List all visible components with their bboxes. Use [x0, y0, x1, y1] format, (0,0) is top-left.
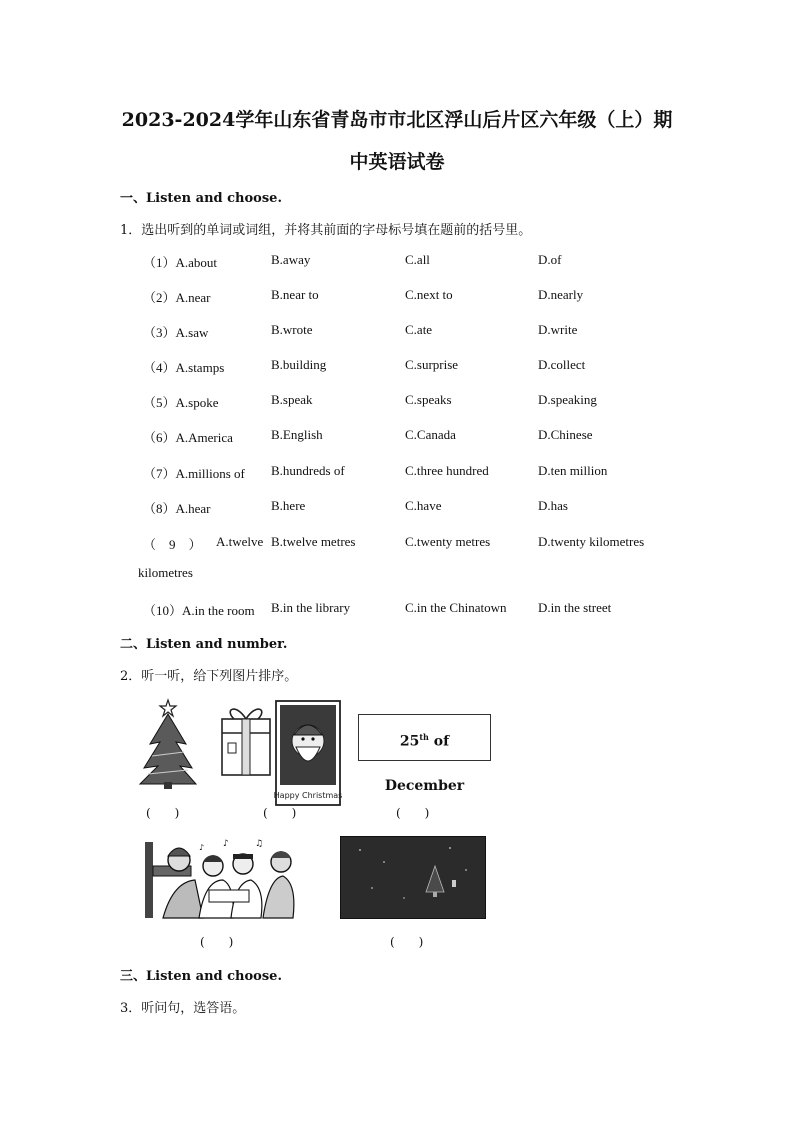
exam-title-line1: 2023-2024学年山东省青岛市市北区浮山后片区六年级（上）期	[121, 109, 673, 131]
date-suffix: th	[419, 732, 429, 742]
item9-option-c: C.twenty metres	[405, 534, 491, 549]
item3-option-a: （3）A.saw	[143, 325, 209, 340]
item4-option-b: B.building	[271, 357, 327, 372]
answer-blank-5[interactable]: ( )	[390, 935, 424, 949]
question3-instruction: 3．听问句，选答语。	[120, 1001, 246, 1016]
item7-option-b: B.hundreds of	[271, 463, 345, 478]
date-day: 25	[399, 733, 420, 750]
item8-option-b: B.here	[271, 498, 306, 513]
item1-option-d: D.of	[538, 252, 562, 267]
date-text: of December	[384, 733, 465, 794]
section1-heading: 一、Listen and choose.	[120, 191, 282, 206]
item10-option-d: D.in the street	[538, 600, 612, 615]
item1-option-c: C.all	[405, 252, 430, 267]
item7-option-a: （7）A.millions of	[143, 466, 245, 481]
item10-option-b: B.in the library	[271, 600, 351, 615]
card-label: Happy Christmas	[273, 791, 343, 800]
christmas-tree-image	[138, 696, 198, 790]
item8-option-d: D.has	[538, 498, 568, 513]
item6-option-a: （6）A.America	[143, 430, 233, 445]
item5-option-d: D.speaking	[538, 392, 597, 407]
item2-option-c: C.next to	[405, 287, 453, 302]
question1-instruction: 1．选出听到的单词或词组，并将其前面的字母标号填在题前的括号里。	[120, 223, 532, 238]
item6-option-b: B.English	[271, 427, 323, 442]
item2-option-a: （2）A.near	[143, 290, 211, 305]
item4-option-d: D.collect	[538, 357, 586, 372]
svg-text:♫: ♫	[255, 839, 264, 849]
item5-option-b: B.speak	[271, 392, 313, 407]
item9-paren: （ 9 ）	[143, 537, 202, 552]
item6-option-c: C.Canada	[405, 427, 456, 442]
gift-and-card-image	[218, 697, 344, 811]
item3-option-d: D.write	[538, 322, 578, 337]
item10-option-c: C.in the Chinatown	[405, 600, 507, 615]
item6-option-d: D.Chinese	[538, 427, 593, 442]
carol-singers-image	[143, 836, 299, 920]
item5-option-a: （5）A.spoke	[143, 395, 219, 410]
item4-option-a: （4）A.stamps	[143, 360, 225, 375]
item9-wrap: kilometres	[138, 565, 193, 580]
answer-blank-4[interactable]: ( )	[200, 935, 234, 949]
section3-heading: 三、Listen and choose.	[120, 969, 282, 984]
item9-option-d: D.twenty kilometres	[538, 534, 645, 549]
exam-title-line2: 中英语试卷	[349, 151, 445, 173]
item1-option-a: （1）A.about	[143, 255, 218, 270]
answer-blank-3[interactable]: ( )	[396, 806, 430, 820]
item4-option-c: C.surprise	[405, 357, 459, 372]
item5-option-c: C.speaks	[405, 392, 452, 407]
item3-option-c: C.ate	[405, 322, 433, 337]
item2-option-b: B.near to	[271, 287, 319, 302]
item9-option-a: A.twelve	[216, 534, 264, 549]
item7-option-c: C.three hundred	[405, 463, 489, 478]
item2-option-d: D.nearly	[538, 287, 584, 302]
item3-option-b: B.wrote	[271, 322, 313, 337]
svg-text:♪: ♪	[199, 843, 205, 852]
item8-option-a: （8）A.hear	[143, 501, 211, 516]
svg-text:♪: ♪	[223, 839, 229, 849]
item7-option-d: D.ten million	[538, 463, 608, 478]
question2-instruction: 2．听一听，给下列图片排序。	[120, 669, 298, 684]
section2-heading: 二、Listen and number.	[120, 637, 288, 652]
answer-blank-2[interactable]: ( )	[263, 806, 297, 820]
item10-option-a: （10）A.in the room	[143, 603, 255, 618]
answer-blank-1[interactable]: ( )	[146, 806, 180, 820]
item9-option-b: B.twelve metres	[271, 534, 356, 549]
item1-option-b: B.away	[271, 252, 311, 267]
date-card	[358, 714, 491, 794]
night-scene-image	[340, 836, 486, 919]
item8-option-c: C.have	[405, 498, 442, 513]
